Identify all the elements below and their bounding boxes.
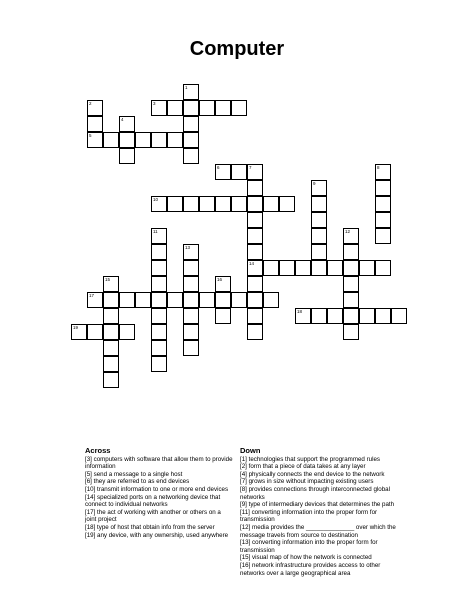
clue-number: 5 <box>89 133 92 138</box>
grid-cell[interactable] <box>215 292 231 308</box>
clue-number: 18 <box>297 309 303 314</box>
clue-across-18: [18] type of host that obtain info from the server <box>85 523 215 531</box>
clue-number: 2 <box>89 101 92 106</box>
grid-cell[interactable] <box>119 132 135 148</box>
down-heading: Down <box>240 446 261 455</box>
grid-cell[interactable] <box>215 276 231 292</box>
clue-down-1: [1] technologies that support the programmed rules <box>240 455 380 463</box>
clue-down-9: [9] type of intermediary devices that determines the path <box>240 501 395 509</box>
grid-cell[interactable] <box>247 260 263 276</box>
grid-cell[interactable] <box>183 148 199 164</box>
grid-cell[interactable] <box>343 228 359 244</box>
grid-cell[interactable] <box>311 196 327 212</box>
grid-cell[interactable] <box>87 324 103 340</box>
grid-cell[interactable] <box>343 308 359 324</box>
grid-cell[interactable] <box>103 292 119 308</box>
clue-down-2: [2] form that a piece of data takes at any layer <box>240 463 366 471</box>
grid-cell[interactable] <box>359 260 375 276</box>
clue-number: 1 <box>185 85 188 90</box>
grid-cell[interactable] <box>183 100 199 116</box>
clue-across-10: [10] transmit information to one or more end devices <box>85 485 229 493</box>
clue-down-8: [8] provides connections through interconnected global networks <box>240 485 390 501</box>
clue-down-11: [11] converting information into the proper form for transmission <box>240 508 378 524</box>
grid-cell[interactable] <box>183 84 199 100</box>
grid-cell[interactable] <box>343 324 359 340</box>
clue-across-3: [3] computers with software that allow them to provide information <box>85 455 233 471</box>
grid-cell[interactable] <box>247 196 263 212</box>
grid-cell[interactable] <box>183 292 199 308</box>
grid-cell[interactable] <box>103 132 119 148</box>
grid-cell[interactable] <box>247 276 263 292</box>
grid-cell[interactable] <box>343 276 359 292</box>
grid-cell[interactable] <box>151 324 167 340</box>
grid-cell[interactable] <box>247 228 263 244</box>
grid-cell[interactable] <box>375 260 391 276</box>
grid-cell[interactable] <box>183 260 199 276</box>
grid-cell[interactable] <box>375 180 391 196</box>
grid-cell[interactable] <box>295 260 311 276</box>
clue-number: 15 <box>105 277 111 282</box>
clue-across-5: [5] send a message to a single host <box>85 470 183 478</box>
across-heading: Across <box>85 446 111 455</box>
clue-down-12: [12] media provides the ______________ over which the message travels from source to destination <box>240 523 396 539</box>
grid-cell[interactable] <box>151 196 167 212</box>
grid-cell[interactable] <box>151 356 167 372</box>
grid-cell[interactable] <box>215 100 231 116</box>
down-clues <box>240 447 400 577</box>
grid-cell[interactable] <box>151 100 167 116</box>
grid-cell[interactable] <box>87 116 103 132</box>
clue-number: 11 <box>153 229 158 234</box>
grid-cell[interactable] <box>247 292 263 308</box>
clue-across-14: [14] specialized ports on a networking device that connect to individual networks <box>85 493 221 509</box>
grid-cell[interactable] <box>311 180 327 196</box>
grid-cell[interactable] <box>151 228 167 244</box>
grid-cell[interactable] <box>311 308 327 324</box>
grid-cell[interactable] <box>199 100 215 116</box>
grid-cell[interactable] <box>103 340 119 356</box>
grid-cell[interactable] <box>87 100 103 116</box>
grid-cell[interactable] <box>311 212 327 228</box>
grid-cell[interactable] <box>215 196 231 212</box>
grid-cell[interactable] <box>391 308 407 324</box>
grid-cell[interactable] <box>103 308 119 324</box>
grid-cell[interactable] <box>103 324 119 340</box>
grid-cell[interactable] <box>119 116 135 132</box>
clue-number: 6 <box>217 165 220 170</box>
clue-across-6: [6] they are referred to as end devices <box>85 478 190 486</box>
grid-cell[interactable] <box>375 164 391 180</box>
clue-down-4: [4] physically connects the end device to the network <box>240 470 385 478</box>
grid-cell[interactable] <box>231 196 247 212</box>
grid-cell[interactable] <box>135 292 151 308</box>
grid-cell[interactable] <box>343 260 359 276</box>
grid-cell[interactable] <box>327 260 343 276</box>
grid-cell[interactable] <box>375 308 391 324</box>
clue-number: 10 <box>153 197 159 202</box>
grid-cell[interactable] <box>343 292 359 308</box>
clue-number: 8 <box>377 165 380 170</box>
grid-cell[interactable] <box>199 196 215 212</box>
grid-cell[interactable] <box>151 276 167 292</box>
grid-cell[interactable] <box>87 292 103 308</box>
clue-down-16: [16] network infrastructure provides access to other networks over a large geographical area <box>240 561 381 577</box>
grid-cell[interactable] <box>247 244 263 260</box>
grid-cell[interactable] <box>247 180 263 196</box>
clue-down-7: [7] grows in size without impacting existing users <box>240 478 374 486</box>
grid-cell[interactable] <box>103 276 119 292</box>
grid-cell[interactable] <box>183 308 199 324</box>
grid-cell[interactable] <box>183 244 199 260</box>
grid-cell[interactable] <box>247 164 263 180</box>
grid-cell[interactable] <box>119 292 135 308</box>
grid-cell[interactable] <box>231 164 247 180</box>
grid-cell[interactable] <box>71 324 87 340</box>
clue-number: 16 <box>217 277 223 282</box>
grid-cell[interactable] <box>247 308 263 324</box>
grid-cell[interactable] <box>215 308 231 324</box>
grid-cell[interactable] <box>247 324 263 340</box>
clue-number: 13 <box>185 245 191 250</box>
clue-number: 7 <box>249 165 252 170</box>
grid-cell[interactable] <box>103 372 119 388</box>
grid-cell[interactable] <box>343 244 359 260</box>
grid-cell[interactable] <box>151 308 167 324</box>
grid-cell[interactable] <box>295 308 311 324</box>
grid-cell[interactable] <box>135 132 151 148</box>
grid-cell[interactable] <box>327 308 343 324</box>
clue-across-19: [19] any device, with any ownership, used anywhere <box>85 531 229 539</box>
grid-cell[interactable] <box>183 340 199 356</box>
grid-cell[interactable] <box>167 132 183 148</box>
grid-cell[interactable] <box>103 356 119 372</box>
grid-cell[interactable] <box>167 100 183 116</box>
grid-cell[interactable] <box>263 260 279 276</box>
clue-number: 4 <box>121 117 124 122</box>
grid-cell[interactable] <box>247 212 263 228</box>
grid-cell[interactable] <box>279 196 295 212</box>
grid-cell[interactable] <box>279 260 295 276</box>
grid-cell[interactable] <box>263 292 279 308</box>
grid-cell[interactable] <box>375 196 391 212</box>
grid-cell[interactable] <box>183 276 199 292</box>
clue-number: 14 <box>249 261 255 266</box>
grid-cell[interactable] <box>151 132 167 148</box>
across-clues <box>85 447 233 539</box>
clue-number: 17 <box>89 293 95 298</box>
grid-cell[interactable] <box>359 308 375 324</box>
clue-across-17: [17] the act of working with another or others on a joint project <box>85 508 221 524</box>
grid-cell[interactable] <box>151 292 167 308</box>
grid-cell[interactable] <box>231 100 247 116</box>
grid-cell[interactable] <box>215 164 231 180</box>
grid-cell[interactable] <box>119 324 135 340</box>
grid-cell[interactable] <box>311 244 327 260</box>
grid-cell[interactable] <box>199 292 215 308</box>
grid-cell[interactable] <box>151 340 167 356</box>
grid-cell[interactable] <box>263 196 279 212</box>
grid-cell[interactable] <box>151 244 167 260</box>
grid-cell[interactable] <box>231 292 247 308</box>
grid-cell[interactable] <box>311 228 327 244</box>
puzzle-title: Computer <box>189 38 285 60</box>
grid-cell[interactable] <box>87 132 103 148</box>
clue-number: 19 <box>73 325 79 330</box>
clue-down-13: [13] converting information into the proper form for transmission <box>240 539 378 554</box>
grid-cell[interactable] <box>183 196 199 212</box>
clue-number: 3 <box>153 101 156 106</box>
grid-cell[interactable] <box>119 148 135 164</box>
grid-cell[interactable] <box>151 260 167 276</box>
clue-number: 9 <box>313 181 316 186</box>
grid-cell[interactable] <box>167 292 183 308</box>
grid-cell[interactable] <box>183 116 199 132</box>
clue-number: 12 <box>345 229 351 234</box>
grid-cell[interactable] <box>167 196 183 212</box>
grid-cell[interactable] <box>311 260 327 276</box>
grid-cell[interactable] <box>183 324 199 340</box>
grid-cell[interactable] <box>375 212 391 228</box>
grid-cell[interactable] <box>375 228 391 244</box>
grid-cell[interactable] <box>183 132 199 148</box>
clue-down-15: [15] visual map of how the network is connected <box>240 554 372 562</box>
